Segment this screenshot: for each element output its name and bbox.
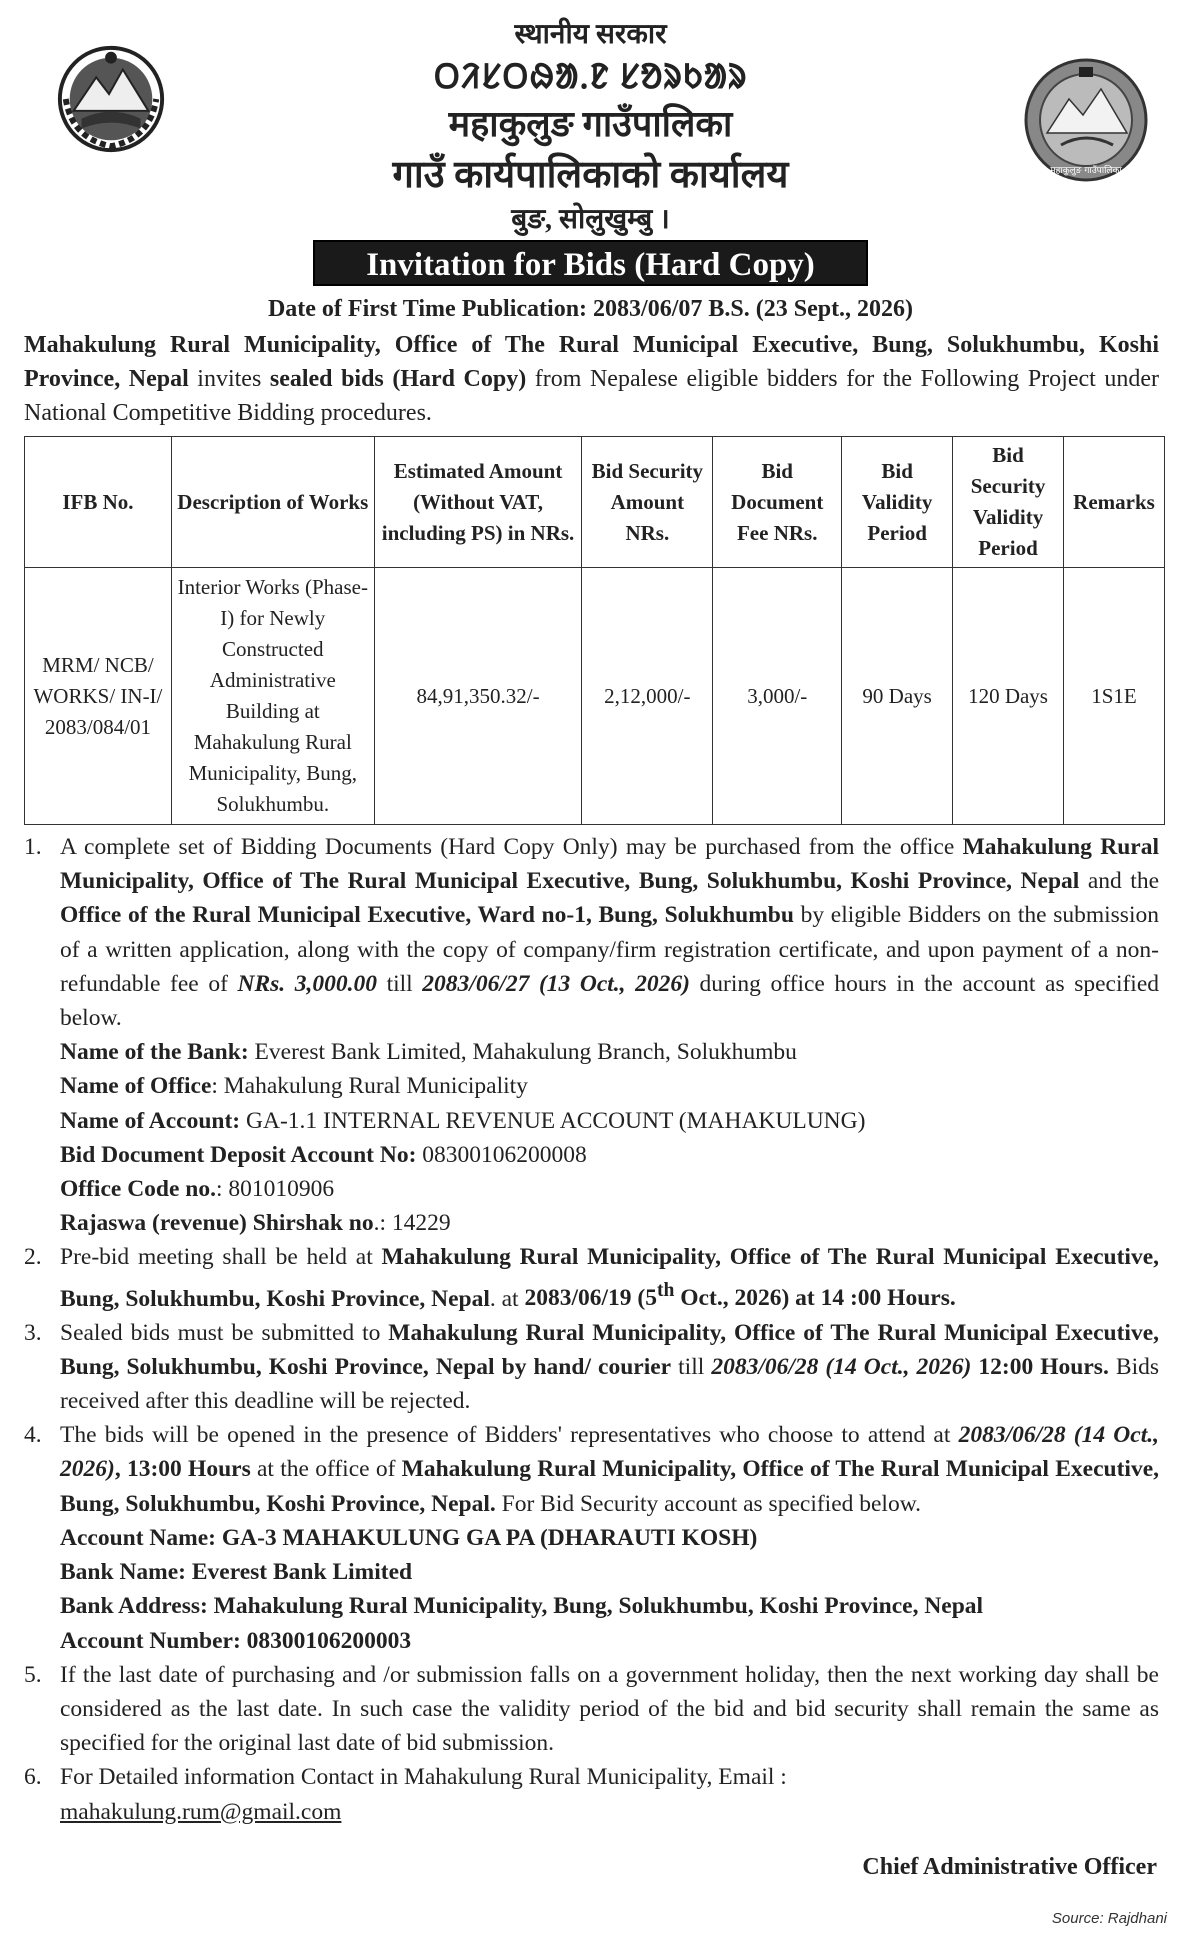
office-name-line (60, 1069, 1159, 1103)
submission-deadline: 2083/06/28 (14 Oct., 2026) (711, 1353, 972, 1380)
col-header-ifb: IFB No. (25, 437, 172, 568)
prebid-time: Oct., 2026) at 14 :00 Hours. (674, 1285, 956, 1312)
account-label: Name of Account: (60, 1107, 241, 1134)
clause-number: 1. (24, 834, 42, 860)
cell-description: Interior Works (Phase-I) for Newly Constructed Administrative Building at Mahakulung Rural Municipality, Bung, Solukhumbu. (171, 568, 374, 825)
security-account-number: Account Number: 08300106200003 (60, 1627, 412, 1654)
cell-document-fee: 3,000/- (713, 568, 842, 825)
intro-text-1: invites (188, 366, 270, 392)
notice-header (0, 0, 1181, 240)
table-header-row (25, 437, 1165, 568)
cell-estimated-amount: 84,91,350.32/- (374, 568, 582, 825)
ordinal-suffix: th (656, 1280, 675, 1302)
clause-number: 2. (24, 1244, 42, 1271)
header-line-4: गाउँ कार्यपालिकाको कार्यालय (392, 154, 789, 196)
clause-text: A complete set of Bidding Documents (Hard Copy Only) may be purchased from the office (60, 834, 963, 860)
clause-1 (24, 830, 1159, 1240)
header-line-5: बुङ, सोलुखुम्बु । (511, 204, 670, 235)
col-header-security-validity: Bid Security Validity Period (953, 437, 1064, 568)
clause-2 (24, 1240, 1159, 1315)
cell-remarks: 1S1E (1063, 568, 1164, 825)
clause-4 (24, 1418, 1159, 1657)
cell-ifb: MRM/ NCB/ WORKS/ IN-I/ 2083/084/01 (25, 568, 172, 825)
clause-text: Sealed bids must be submitted to (60, 1319, 389, 1346)
bank-name-line (60, 1035, 1159, 1069)
deposit-account-line (60, 1138, 1159, 1172)
municipality-seal-icon (1021, 55, 1151, 185)
clause-number: 6. (24, 1764, 42, 1791)
clause-text: till (671, 1353, 712, 1380)
account-name-line (60, 1104, 1159, 1138)
clause-text: Bids received after this deadline will be rejected. (60, 1353, 1159, 1415)
clause-bold: Mahakulung Rural Municipality, Office of The Rural Municipal Executive, Bung, Solukhumbu, Koshi Province, Nepal (60, 834, 1159, 895)
rajaswa-line (60, 1206, 1159, 1240)
code-value: : 801010906 (216, 1176, 335, 1203)
security-bank-address: Bank Address: Mahakulung Rural Municipality, Bung, Solukhumbu, Koshi Province, Nepal (60, 1593, 984, 1620)
opening-date: 2083/06/28 (14 Oct., 2026) (60, 1422, 1159, 1483)
purchase-deadline: 2083/06/27 (13 Oct., 2026) (422, 970, 690, 997)
intro-sealed-bids: sealed bids (Hard Copy) (269, 366, 527, 392)
prebid-datetime (524, 1280, 956, 1312)
clause-bold: Mahakulung Rural Municipality, Office of The Rural Municipal Executive, Bung, Solukhumbu, Koshi Province, Nepal. (60, 1456, 1159, 1517)
source-credit: Source: Rajdhani (1051, 1910, 1167, 1927)
header-line-1: स्थानीय सरकार (514, 19, 667, 50)
publication-date: Date of First Time Publication: 2083/06/07 B.S. (23 Sept., 2026) (267, 296, 914, 322)
col-header-remarks: Remarks (1063, 437, 1164, 568)
clause-number: 3. (24, 1319, 42, 1346)
header-line-2: ᱛᱤᱥᱛᱷᱟᱹᱱ ᱥᱚᱨᱠᱟᱨ (433, 59, 748, 96)
code-label: Office Code no. (60, 1176, 216, 1203)
clause-text: and the (1079, 868, 1160, 895)
prebid-date: 2083/06/19 (5 (524, 1285, 657, 1312)
clause-number: 5. (24, 1661, 42, 1688)
clause-6 (24, 1760, 1159, 1828)
contact-email-link[interactable]: mahakulung.rum@gmail.com (60, 1798, 342, 1825)
clause-text: For Bid Security account as specified below. (495, 1490, 922, 1517)
clause-text: . at (489, 1285, 525, 1312)
clause-text: during office hours in the account as specified below. (60, 970, 1160, 1032)
security-bank-name: Bank Name: Everest Bank Limited (60, 1559, 413, 1586)
clause-bold: Mahakulung Rural Municipality, Office of The Rural Municipal Executive, Bung, Solukhumbu, Koshi Province, Nepal by hand/ courier (60, 1319, 1160, 1380)
clause-text: If the last date of purchasing and /or submission falls on a government holiday, then the next working day shall be considered as the last date. In such case the validity period of the bid and bid security shall remain the same as specified for the original last date of bid submission. (60, 1661, 1159, 1757)
rajaswa-label: Rajaswa (revenue) Shirshak no (60, 1210, 374, 1237)
clause-bold: Mahakulung Rural Municipality, Office of The Rural Municipal Executive, Bung, Solukhumbu, Koshi Province, Nepal (60, 1244, 1159, 1312)
bank-label: Name of the Bank: (60, 1039, 249, 1066)
signer-title: Chief Administrative Officer (862, 1854, 1157, 1880)
bank-value: Everest Bank Limited, Mahakulung Branch, Solukhumbu (248, 1039, 797, 1066)
fee-amount: NRs. 3,000.00 (237, 970, 377, 997)
account-value: GA-1.1 INTERNAL REVENUE ACCOUNT (MAHAKULUNG) (240, 1107, 866, 1134)
opening-time: , 13:00 Hours (114, 1456, 251, 1483)
deposit-label: Bid Document Deposit Account No: (60, 1141, 417, 1168)
deposit-value: 08300106200008 (416, 1141, 587, 1168)
intro-org: Mahakulung Rural Municipality, Office of The Rural Municipal Executive, Bung, Solukhumbu, Koshi Province, Nepal (24, 332, 1159, 392)
col-header-estimated-amount: Estimated Amount (Without VAT, including PS) in NRs. (374, 437, 582, 568)
clause-text: Pre-bid meeting shall be held at (60, 1244, 382, 1271)
nepal-emblem-icon (52, 40, 170, 158)
notice-clauses (24, 830, 1159, 1829)
clause-text: The bids will be opened in the presence of Bidders' representatives who choose to attend at (60, 1422, 959, 1449)
clause-number: 4. (24, 1422, 42, 1449)
col-header-description: Description of Works (171, 437, 374, 568)
clause-text: For Detailed information Contact in Mahakulung Rural Municipality, Email : (60, 1764, 787, 1791)
submission-time: 12:00 Hours. (971, 1353, 1109, 1380)
col-header-bid-security: Bid Security Amount NRs. (582, 437, 713, 568)
cell-validity: 90 Days (842, 568, 953, 825)
rajaswa-value: .: 14229 (373, 1210, 451, 1237)
bid-table (24, 436, 1165, 825)
table-row (25, 568, 1165, 825)
notice-title: Invitation for Bids (Hard Copy) (313, 240, 868, 286)
header-line-3: महाकुलुङ गाउँपालिका (448, 104, 733, 144)
clause-text: at the office of (250, 1456, 402, 1483)
col-header-document-fee: Bid Document Fee NRs. (713, 437, 842, 568)
intro-paragraph (24, 328, 1159, 430)
cell-security-validity: 120 Days (953, 568, 1064, 825)
security-account-name: Account Name: GA-3 MAHAKULUNG GA PA (DHARAUTI KOSH) (60, 1524, 758, 1551)
clause-text: till (377, 970, 423, 997)
col-header-validity: Bid Validity Period (842, 437, 953, 568)
clause-3 (24, 1316, 1159, 1419)
intro-text-2: from Nepalese eligible bidders for the Following Project under National Competitive Bidding procedures. (24, 366, 1160, 426)
clause-5 (24, 1658, 1159, 1761)
clause-text: by eligible Bidders on the submission of a written application, along with the copy of company/firm registration certificate, and upon payment of a non-refundable fee of (60, 902, 1159, 997)
office-label: Name of Office (60, 1073, 212, 1100)
seal-text: महाकुलुङ गाउँपालिका (1050, 166, 1122, 176)
office-code-line (60, 1172, 1159, 1206)
clause-bold: Office of the Rural Municipal Executive, Ward no-1, Bung, Solukhumbu (60, 902, 794, 929)
cell-bid-security: 2,12,000/- (582, 568, 713, 825)
office-value: : Mahakulung Rural Municipality (211, 1073, 528, 1100)
